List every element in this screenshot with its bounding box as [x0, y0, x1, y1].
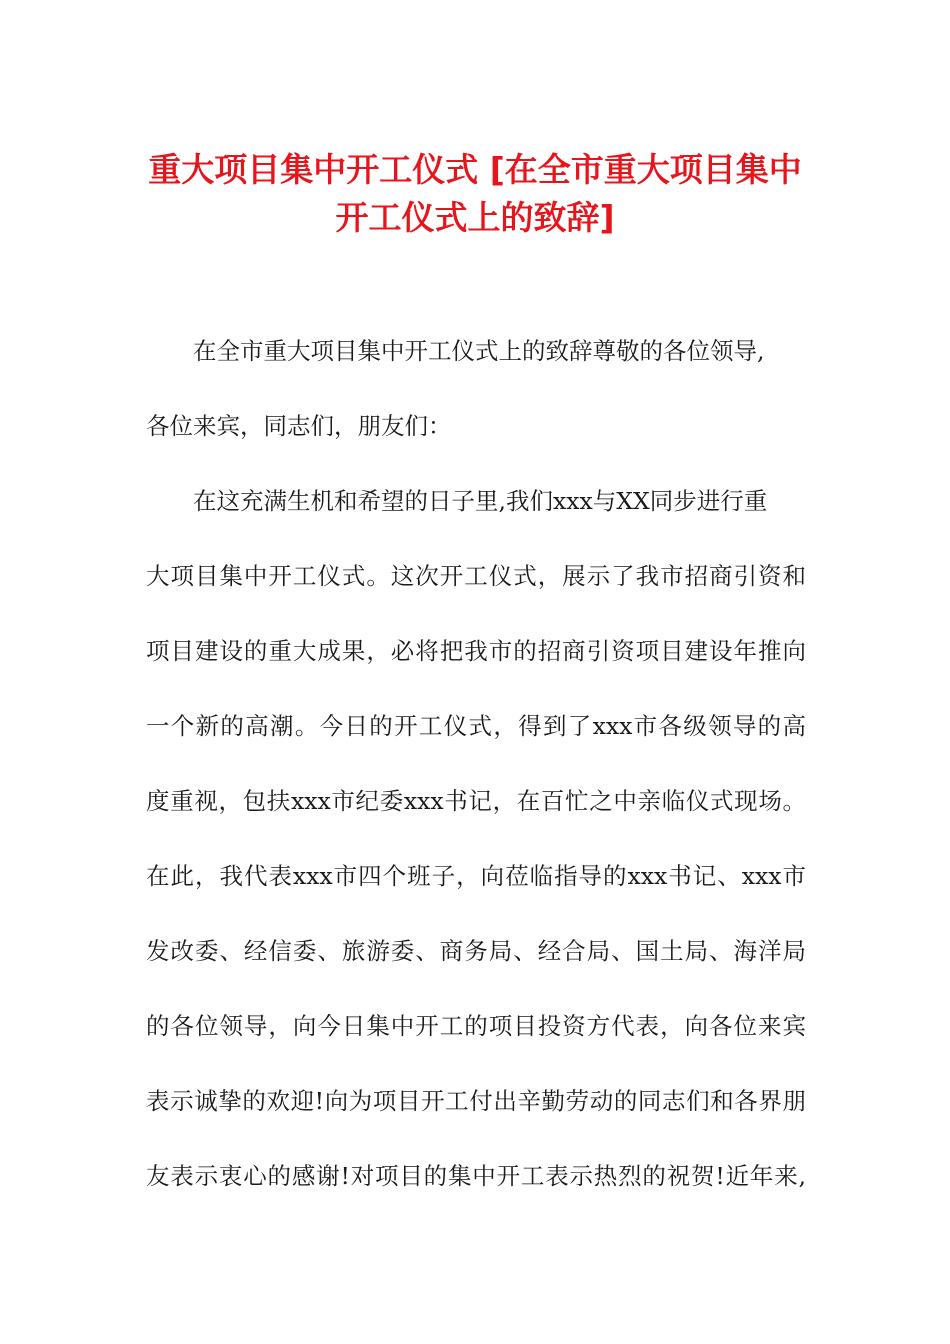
paragraph-line: 度重视，包扶xxx市纪委xxx书记，在百忙之中亲临仪式现场。: [146, 787, 806, 815]
paragraph-line: 在全市重大项目集中开工仪式上的致辞尊敬的各位领导,: [193, 337, 765, 365]
paragraph-line: 在此，我代表xxx市四个班子，向莅临指导的xxx书记、xxx市: [146, 862, 806, 890]
paragraph-line: 一个新的高潮。今日的开工仪式，得到了xxx市各级领导的高: [146, 712, 806, 740]
title-line-2: 开工仪式上的致辞]: [335, 198, 615, 237]
paragraph-line: 在这充满生机和希望的日子里,我们xxx与XX同步进行重: [193, 487, 768, 515]
paragraph-line: 各位来宾，同志们，朋友们：: [146, 412, 452, 440]
title-line-1: 重大项目集中开工仪式 [在全市重大项目集中: [148, 150, 802, 189]
paragraph-line: 表示诚挚的欢迎!向为项目开工付出辛勤劳动的同志们和各界朋: [146, 1087, 806, 1115]
document-body: [146, 326, 806, 1226]
paragraph-line: 项目建设的重大成果，必将把我市的招商引资项目建设年推向: [146, 637, 806, 665]
paragraph-line: 的各位领导，向今日集中开工的项目投资方代表，向各位来宾: [146, 1012, 806, 1040]
paragraph-line: 发改委、经信委、旅游委、商务局、经合局、国土局、海洋局: [146, 937, 806, 965]
paragraph-line: 大项目集中开工仪式。这次开工仪式，展示了我市招商引资和: [146, 562, 806, 590]
paragraph-line: 友表示衷心的感谢!对项目的集中开工表示热烈的祝贺!近年来,: [146, 1162, 806, 1190]
document-title: [100, 146, 850, 242]
